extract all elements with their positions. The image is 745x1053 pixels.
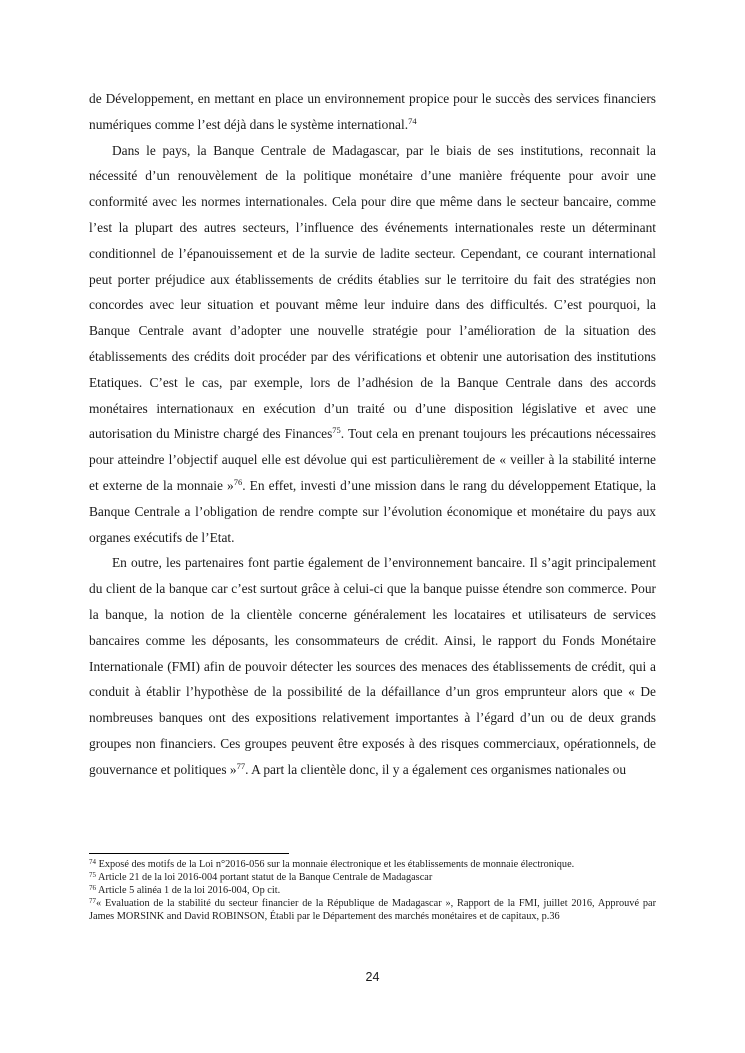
footnotes bbox=[89, 858, 656, 923]
footnote-ref-74[interactable]: 74 bbox=[408, 115, 417, 126]
footnote-76: $^{76}$ Article 5 alinéa 1 de la loi 2016-004, Op cit. bbox=[89, 884, 281, 896]
footnote-74: $^{74}$ Exposé des motifs de la Loi n°2016-056 sur la monnaie électronique et les établissements de monnaie électronique. bbox=[89, 858, 575, 870]
page-number: 24 bbox=[365, 970, 380, 984]
footnote-77: $^{77}$« Evaluation de la stabilité du secteur financier de la République de Madagascar », Rapport de la FMI, juillet 2016, Approuvé par James MORSINK and David ROBINSON, Établi par le Département des marchés monétaires et de capitaux, p.36 bbox=[89, 897, 656, 922]
paragraph-1: de Développement, en mettant en place un environnement propice pour le succès des services financiers numériques comme l’est déjà dans le système international.$^{74}$ bbox=[89, 91, 656, 132]
paragraph-2: Dans le pays, la Banque Centrale de Madagascar, par le biais de ses institutions, reconnait la nécessité d’un renouvèlement de la politique monétaire d’une manière fréquente pour avoir une conformité avec les normes internationales. Cela pour dire que même dans le secteur bancaire, comme l’est la plupart des autres secteurs, l’influence des événements internationales reste un déterminant conditionnel de l’épanouissement et de la survie de ladite secteur. Cependant, ce courant international peut porter préjudice aux établissements de crédits établies sur le territoire du fait des stratégies non concordes avec leur situation et pouvant même leur induire dans des difficultés. C’est pourquoi, la Banque Centrale avant d’adopter une nouvelle stratégie pour l’amélioration de la situation des établissements des crédits doit procéder par des vérifications et obtenir une autorisation des institutions Etatiques. C’est le cas, par exemple, lors de l’adhésion de la Banque Centrale dans des accords monétaires internationaux en exécution d’un traité ou d’une disposition législative et avec une autorisation du Ministre chargé des Finances$^{75}$. Tout cela en prenant toujours les précautions nécessaires pour atteindre l’objectif auquel elle est dévolue qui est particulièrement de « veiller à la stabilité interne et externe de la monnaie »$^{76}$. En effet, investi d’une mission dans le rang du développement Etatique, la Banque Centrale a l’obligation de rendre compte sur l’évolution économique et monétaire du pays aux organes exécutifs de l’Etat. bbox=[89, 142, 656, 545]
footnote-ref-75[interactable]: 75 bbox=[332, 425, 341, 436]
paragraph-3: En outre, les partenaires font partie également de l’environnement bancaire. Il s’agit principalement du client de la banque car c’est surtout grâce à celui-ci que la banque puisse étendre son commerce. Pour la banque, la notion de la clientèle concerne généralement les locataires et utilisateurs de services bancaires comme les déposants, les consommateurs de crédit. Ainsi, le rapport du Fonds Monétaire Internationale (FMI) afin de pouvoir détecter les sources des menaces des établissements de crédit, qui a conduit à établir l’hypothèse de la possibilité de la défaillance d’un gros emprunteur alors que « De nombreuses banques ont des expositions relativement importantes à l’égard d’un ou de deux grands groupes non financiers. Ces groupes peuvent être exposés à des risques commerciaux, opérationnels, de gouvernance et politiques »$^{77}$. A part la clientèle donc, il y a également ces organismes nationales ou bbox=[89, 555, 656, 777]
footnote-ref-77[interactable]: 77 bbox=[236, 760, 246, 771]
body-text bbox=[89, 86, 656, 783]
footnote-75: $^{75}$ Article 21 de la loi 2016-004 portant statut de la Banque Centrale de Madagascar bbox=[89, 871, 433, 883]
footnote-separator bbox=[89, 853, 289, 854]
footnote-ref-76[interactable]: 76 bbox=[233, 476, 243, 487]
